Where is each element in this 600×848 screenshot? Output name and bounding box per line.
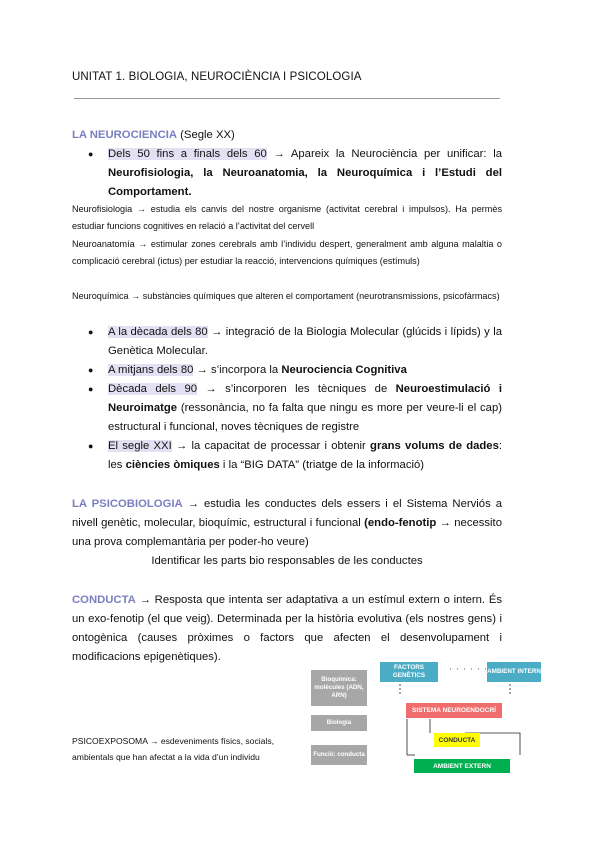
list-item xyxy=(72,145,502,202)
item-text-rest: i la “BIG DATA” (triatge de la informació) xyxy=(219,459,425,471)
neuro-list-1 xyxy=(72,145,502,202)
item-bold: Neuroestimulació i Neuroimatge xyxy=(108,383,502,414)
psicobiologia-paragraph xyxy=(72,495,502,552)
psicobiologia-text-2: → necessito una prova complemantària per poder-ho veure) xyxy=(72,517,502,548)
bullet-icon: ● xyxy=(88,441,94,451)
item-bold: ciències òmiques xyxy=(125,459,220,471)
item-text: → s’incorporen les tècniques de xyxy=(197,383,396,395)
bullet-icon: ● xyxy=(88,365,94,375)
list-item xyxy=(72,380,502,437)
diagram-box-ambient-extern: AMBIENT EXTERN xyxy=(414,759,510,773)
bullet-icon: ● xyxy=(88,384,94,394)
conducta-text: → Resposta que intenta ser adaptativa a un estímul extern o intern. És un exo-fenotip (el que veig). Determinada per la història evolutiva (els nostres gens) i ontogènica (causes pròximes o factors que afecten el desenvolupament i modificacions epigenètiques). xyxy=(72,594,502,663)
neurofisiologia-paragraph: Neurofisiologia → estudia els canvis del nostre organisme (activitat cerebral i impulsos). Ha permès estudiar funcions cognitives en relació a l’activitat del cervell xyxy=(72,204,502,232)
psicobiologia-text: → estudia les conductes dels essers i el Sistema Nerviós a nivell genètic, molecular, bioquímic, estructural i funcional xyxy=(72,498,502,529)
diagram-box-factors-genetics: FACTORS GENÈTICS xyxy=(380,662,438,682)
bullet-icon: ● xyxy=(88,149,94,159)
item-text-mid: : les xyxy=(108,440,503,471)
bullet-icon: ● xyxy=(88,327,94,337)
item-bold: grans volums de dades xyxy=(370,440,499,452)
highlight-period: Dècada dels 90 xyxy=(108,383,198,395)
neuro-heading-line xyxy=(72,126,502,145)
highlight-period: Dels 50 fins a finals dels 60 xyxy=(108,148,267,160)
item-text-rest: (ressonància, no fa falta que ningu es more per veure-li el cap) estructural i funcional, noves tècniques de registre xyxy=(108,402,502,433)
diagram-box-conducta: CONDUCTA xyxy=(434,733,480,747)
diagram-box-funcio: Funció: conducta xyxy=(311,745,367,765)
conducta-heading: CONDUCTA xyxy=(72,594,136,606)
neuro-heading: LA NEUROCIENCIA xyxy=(72,129,178,141)
highlight-period: El segle XXI xyxy=(108,440,172,452)
neuroanatomia-paragraph: Neuroanatomía → estimular zones cerebrals amb l’individu despert, generalment amb alguna malaltia o complicació cerebral (ictus) per estudiar la reacció, intervencions químiques (estímuls) xyxy=(72,239,502,267)
item-bold: Neurofisiologia, la Neuroanatomia, la Neuroquímica i l’Estudi del Comportament. xyxy=(108,167,502,198)
highlight-period: A la dècada dels 80 xyxy=(108,326,208,338)
diagram-box-sistema-neuroendocri: SISTEMA NEUROENDOCRÍ xyxy=(406,703,502,718)
item-text: → integració de la Biologia Molecular (glúcids i lípids) y la Genètica Molecular. xyxy=(108,326,502,357)
list-item xyxy=(72,437,502,475)
neuro-list-2 xyxy=(72,323,502,475)
psicobiologia-center-note: Identificar les parts bio responsables de les conductes xyxy=(151,555,423,567)
diagram-box-bioquimica: Bioquímica: molècules (ADN, ARN) xyxy=(311,670,367,706)
psicoexposoma-note: PSICOEXPOSOMA → esdeveniments físics, socials, ambientals que han afectat a la vida d’un individu xyxy=(72,736,275,762)
highlight-period: A mitjans dels 80 xyxy=(108,364,194,376)
page-title: UNITAT 1. BIOLOGIA, NEUROCIÈNCIA I PSICOLOGIA xyxy=(72,71,362,83)
psicobiologia-bold: (endo-fenotip xyxy=(364,517,437,529)
diagram-box-ambient-intern: AMBIENT INTERN xyxy=(487,662,541,682)
list-item xyxy=(72,361,502,380)
item-text: → s’incorpora la xyxy=(193,364,282,376)
diagram-box-biologia: Biologia xyxy=(311,715,367,731)
item-text: → la capacitat de processar i obtenir xyxy=(171,440,371,452)
item-bold: Neurociencia Cognitiva xyxy=(281,364,407,376)
psicobiologia-heading: LA PSICOBIOLOGIA xyxy=(72,498,183,510)
neuroquimica-paragraph: Neuroquímica → substàncies químiques que alteren el comportament (neurotransmissions, psicofàrmacs) xyxy=(72,291,500,301)
neuro-heading-suffix: (Segle XX) xyxy=(177,129,235,141)
item-text: → Apareix la Neurociència per unificar: la xyxy=(266,148,502,160)
list-item xyxy=(72,323,502,361)
header-divider xyxy=(74,98,500,99)
